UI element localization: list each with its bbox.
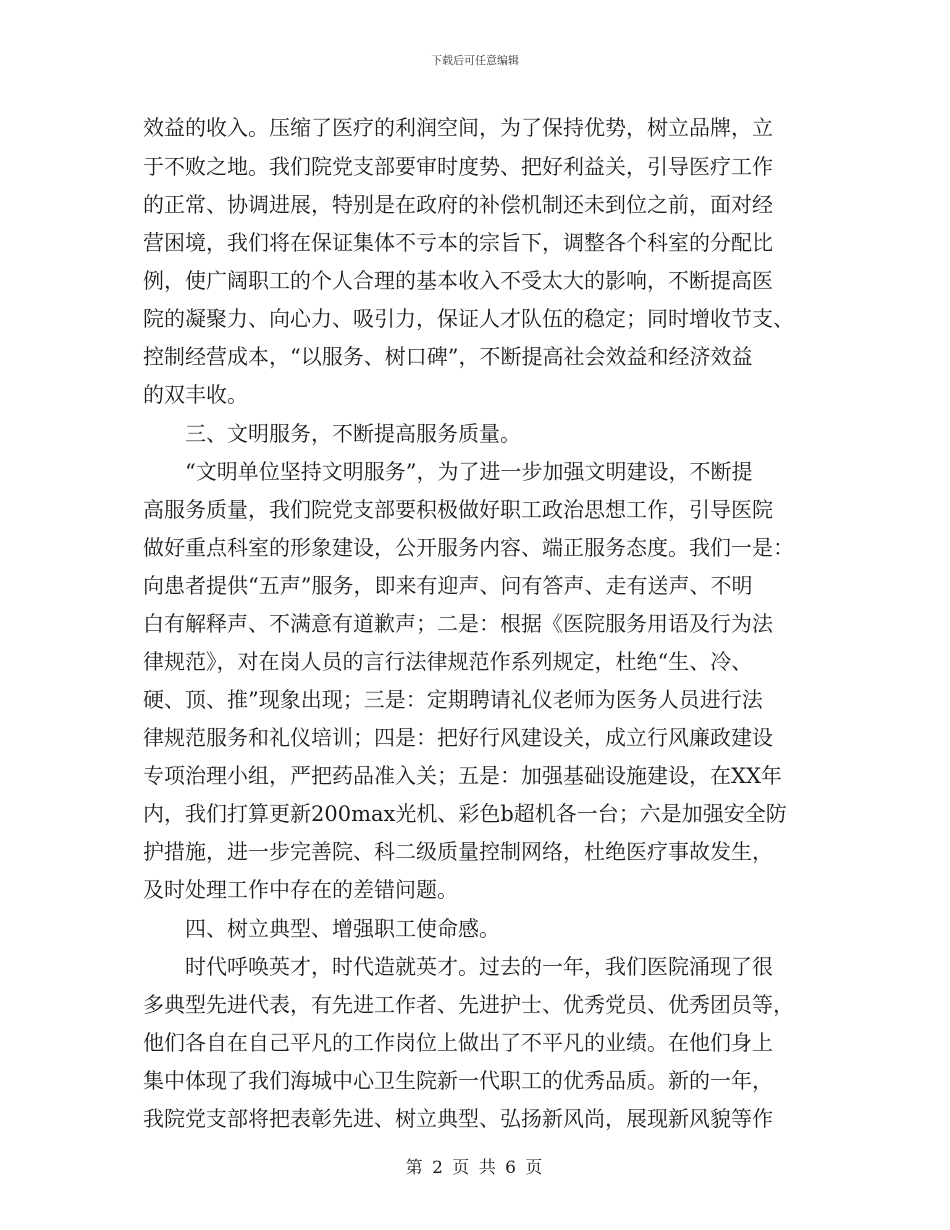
text-line: 控制经营成本，“以服务、树口碑”，不断提高社会效益和经济效益 [143, 345, 753, 369]
section-heading: 三、文明服务，不断提高服务质量。 [185, 422, 521, 446]
text-line: 效益的收入。压缩了医疗的利润空间，为了保持优势，树立品牌，立 [143, 116, 773, 140]
text-line: 院的凝聚力、向心力、吸引力，保证人才队伍的稳定；同时增收节支、 [143, 307, 794, 331]
text-line: 他们各自在自己平凡的工作岗位上做出了不平凡的业绩。在他们身上 [143, 1031, 773, 1055]
section-heading: 四、树立典型、增强职工使命感。 [185, 917, 500, 941]
text-line: 我院党支部将把表彰先进、树立典型、弘扬新风尚，展现新风貌等作 [143, 1107, 773, 1131]
page-header: 下载后可任意编辑 [431, 54, 519, 67]
text-line: 于不败之地。我们院党支部要审时度势、把好利益关，引导医疗工作 [143, 155, 773, 179]
text-line: 时代呼唤英才，时代造就英才。过去的一年，我们医院涌现了很 [185, 955, 773, 979]
text-line: 护措施，进一步完善院、科二级质量控制网络，杜绝医疗事故发生， [143, 840, 773, 864]
text-line: 集中体现了我们海城中心卫生院新一代职工的优秀品质。新的一年， [143, 1069, 773, 1093]
text-line: 及时处理工作中存在的差错问题。 [143, 878, 458, 902]
text-line: 高服务质量，我们院党支部要积极做好职工政治思想工作，引导医院 [143, 498, 773, 522]
page-footer: 第 2 页 共 6 页 [405, 1158, 545, 1178]
text-line: 内，我们打算更新200max光机、彩色b超机各一台；六是加强安全防 [143, 802, 787, 826]
text-line: 的双丰收。 [143, 383, 248, 407]
text-line: 白有解释声、不满意有道歉声；二是：根据《医院服务用语及行为法 [143, 612, 773, 636]
text-line: 硬、顶、推”现象出现；三是：定期聘请礼仪老师为医务人员进行法 [143, 688, 763, 712]
text-line: 做好重点科室的形象建设，公开服务内容、端正服务态度。我们一是： [143, 536, 794, 560]
text-line: 专项治理小组，严把药品准入关；五是：加强基础设施建设，在XX年 [143, 764, 782, 788]
text-line: “文明单位坚持文明服务”，为了进一步加强文明建设，不断提 [185, 460, 753, 484]
text-line: 例，使广阔职工的个人合理的基本收入不受太大的影响，不断提高医 [143, 269, 773, 293]
text-line: 律规范》，对在岗人员的言行法律规范作系列规定，杜绝“生、冷、 [143, 650, 753, 674]
text-line: 的正常、协调进展，特别是在政府的补偿机制还未到位之前，面对经 [143, 193, 773, 217]
text-line: 多典型先进代表，有先进工作者、先进护士、优秀党员、优秀团员等， [143, 993, 794, 1017]
text-line: 律规范服务和礼仪培训；四是：把好行风建设关，成立行风廉政建设 [143, 726, 773, 750]
text-line: 向患者提供“五声”服务，即来有迎声、问有答声、走有送声、不明 [143, 574, 753, 598]
text-line: 营困境，我们将在保证集体不亏本的宗旨下，调整各个科室的分配比 [143, 231, 773, 255]
